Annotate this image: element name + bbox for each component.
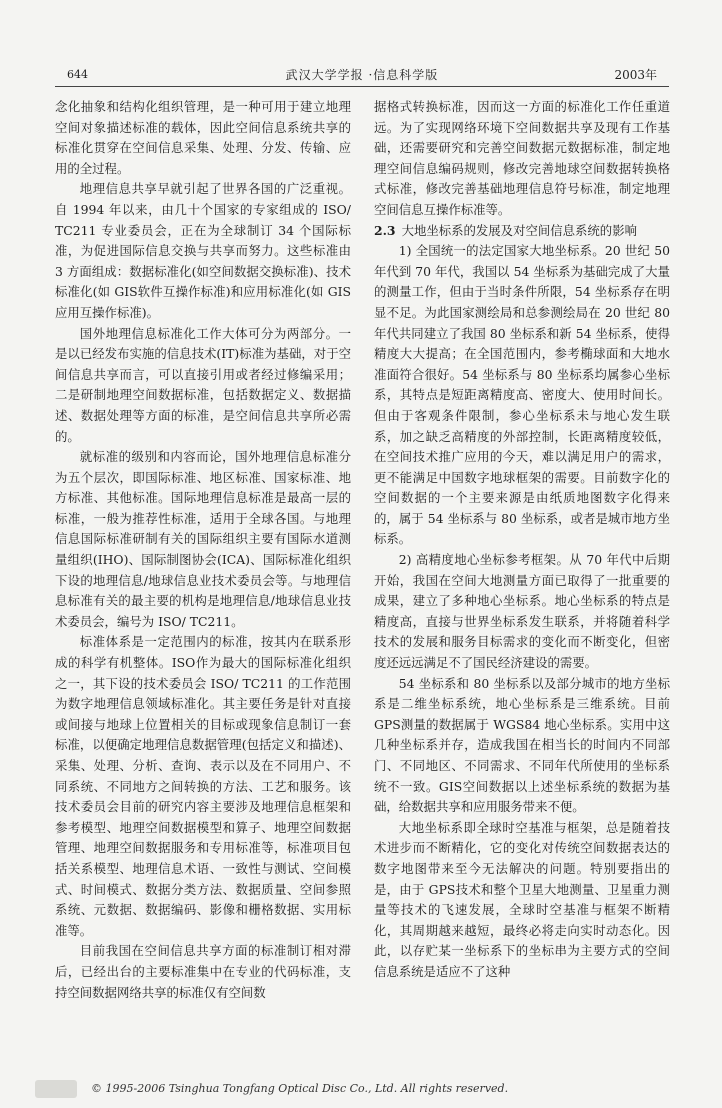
- publisher-logo: [35, 1080, 77, 1098]
- paragraph: 地理信息共享早就引起了世界各国的广泛重视。自 1994 年以来，由几十个国家的专家组成的 ISO/ TC211 专业委员会，正在为全球制订 34 个国际标准，为促进国际信息交换与共享而努力。这些标准由 3 方面组成：数据标准化(如空间数据交换标准)、技术标准化(如 GIS软件互操作标准)和应用标准化(如 GIS应用互操作标准)。: [55, 181, 351, 320]
- left-column: [55, 97, 351, 1003]
- paragraph: 就标准的级别和内容而论，国外地理信息标准分为五个层次，即国际标准、地区标准、国家标准、地方标准、其他标准。国际地理信息标准是最高一层的标准，一般为推荐性标准，适用于全球各国。与地理信息国际标准研制有关的国际组织主要有国际水道测量组织(IHO)、国际制图协会(ICA)、国际标准化组织下设的地理信息/地球信息业技术委员会等。与地理信息标准有关的最主要的机构是地理信息/地球信息业技术委员会，编号为 ISO/ TC211。: [55, 449, 351, 629]
- journal-title: 武汉大学学报 ·信息科学版: [285, 68, 439, 82]
- publication-year: 2003年: [614, 68, 657, 82]
- paragraph: 大地坐标系即全球时空基准与框架，总是随着技术进步而不断精化，它的变化对传统空间数据表达的数字地图带来至今无法解决的问题。特别要指出的是，由于 GPS技术和整个卫星大地测量、卫星重力测量等技术的飞速发展，全球时空基准与框架不断精化，其周期越来越短，最终必将走向实时动态化。因此，以存贮某一坐标系下的坐标串为主要方式的空间信息系统是适应不了这种: [374, 819, 670, 979]
- page-header: [55, 66, 669, 84]
- paragraph: 1) 全国统一的法定国家大地坐标系。20 世纪 50 年代到 70 年代，我国以 54 坐标系为基础完成了大量的测量工作，但由于当时条件所限，54 坐标系存在明显不足。为此国家测绘局和总参测绘局在 20 世纪 80 年代共同建立了我国 80 坐标系和新 54 坐标系，使得精度大大提高；在全国范围内，参考椭球面和大地水准面符合很好。54 坐标系与 80 坐标系均属参心坐标系，其特点是短距离精度高、密度大、使用时间长。但由于客观条件限制，参心坐标系未与地心发生联系，加之缺乏高精度的外部控制，长距离精度较低，在空间技术推广应用的今天，难以满足用户的需求，更不能满足中国数字地球框架的需要。目前数字化的空间数据的一个主要来源是由纸质地图数字化得来的，属于 54 坐标系与 80 坐标系，或者是城市地方坐标系。: [374, 243, 670, 547]
- paragraph: 目前我国在空间信息共享方面的标准制订相对滞后，已经出台的主要标准集中在专业的代码标准，支持空间数据网络共享的标准仅有空间数: [55, 943, 351, 1000]
- page-footer: [35, 1078, 685, 1100]
- paragraph: 标准体系是一定范围内的标准，按其内在联系形成的科学有机整体。ISO作为最大的国际标准化组织之一，其下设的技术委员会 ISO/ TC211 的工作范围为数字地理信息领域标准化。其主要任务是针对直接或间接与地球上位置相关的目标或现象信息制订一套标准，以便确定地理信息数据管理(包括定义和描述)、采集、处理、分析、查询、表示以及在不同用户、不同系统、不同地方之间转换的方法、工艺和服务。该技术委员会目前的研究内容主要涉及地理信息框架和参考模型、地理空间数据模型和算子、地理空间数据管理、地理空间数据服务和专用标准等，标准项目包括关系模型、地理信息术语、一致性与测试、空间模式、时间模式、数据分类方法、数据质量、空间参照系统、元数据、数据编码、影像和栅格数据、实用标准等。: [55, 634, 351, 938]
- paragraph: 据格式转换标准，因而这一方面的标准化工作任重道远。为了实现网络环境下空间数据共享及现有工作基础，还需要研究和完善空间数据元数据标准，制定地理空间信息编码规则，修改完善地球空间数据转换格式标准，修改完善基础地理信息符号标准，制定地理空间信息互操作标准等。: [374, 99, 670, 217]
- paragraph: 2) 高精度地心坐标参考框架。从 70 年代中后期开始，我国在空间大地测量方面已取得了一批重要的成果，建立了多种地心坐标系。地心坐标系的特点是精度高，直接与世界坐标系发生联系，并将随着科学技术的发展和服务目标需求的变化而不断变化，但密度还远远满足不了国民经济建设的需要。: [374, 552, 670, 671]
- section-number: 2.3: [374, 222, 396, 238]
- paragraph: 念化抽象和结构化组织管理，是一种可用于建立地理空间对象描述标准的载体，因此空间信息系统共享的标准化贯穿在空间信息采集、处理、分发、传输、应用的全过程。: [55, 99, 351, 176]
- copyright-notice: © 1995-2006 Tsinghua Tongfang Optical Disc Co., Ltd. All rights reserved.: [91, 1082, 509, 1095]
- right-column: [374, 97, 670, 983]
- section-title: 大地坐标系的发展及对空间信息系统的影响: [401, 222, 637, 238]
- section-heading: [374, 221, 670, 242]
- header-divider: [55, 86, 669, 87]
- paragraph: 54 坐标系和 80 坐标系以及部分城市的地方坐标系是二维坐标系统，地心坐标系是三维系统。目前 GPS测量的数据属于 WGS84 地心坐标系。实用中这几种坐标系并存，造成我国在相当长的时间内不同部门、不同地区、不同需求、不同年代所使用的坐标系统不一致。GIS空间数据以上述坐标系统的数据为基础，给数据共享和应用服务带来不便。: [374, 675, 670, 815]
- paragraph: 国外地理信息标准化工作大体可分为两部分。一是以已经发布实施的信息技术(IT)标准为基础，对于空间信息共享而言，可以直接引用或者经过修编采用；二是研制地理空间数据标准，包括数据定义、数据描述、数据处理等方面的标准，是空间信息共享所必需的。: [55, 325, 351, 444]
- page-number: 644: [67, 68, 88, 81]
